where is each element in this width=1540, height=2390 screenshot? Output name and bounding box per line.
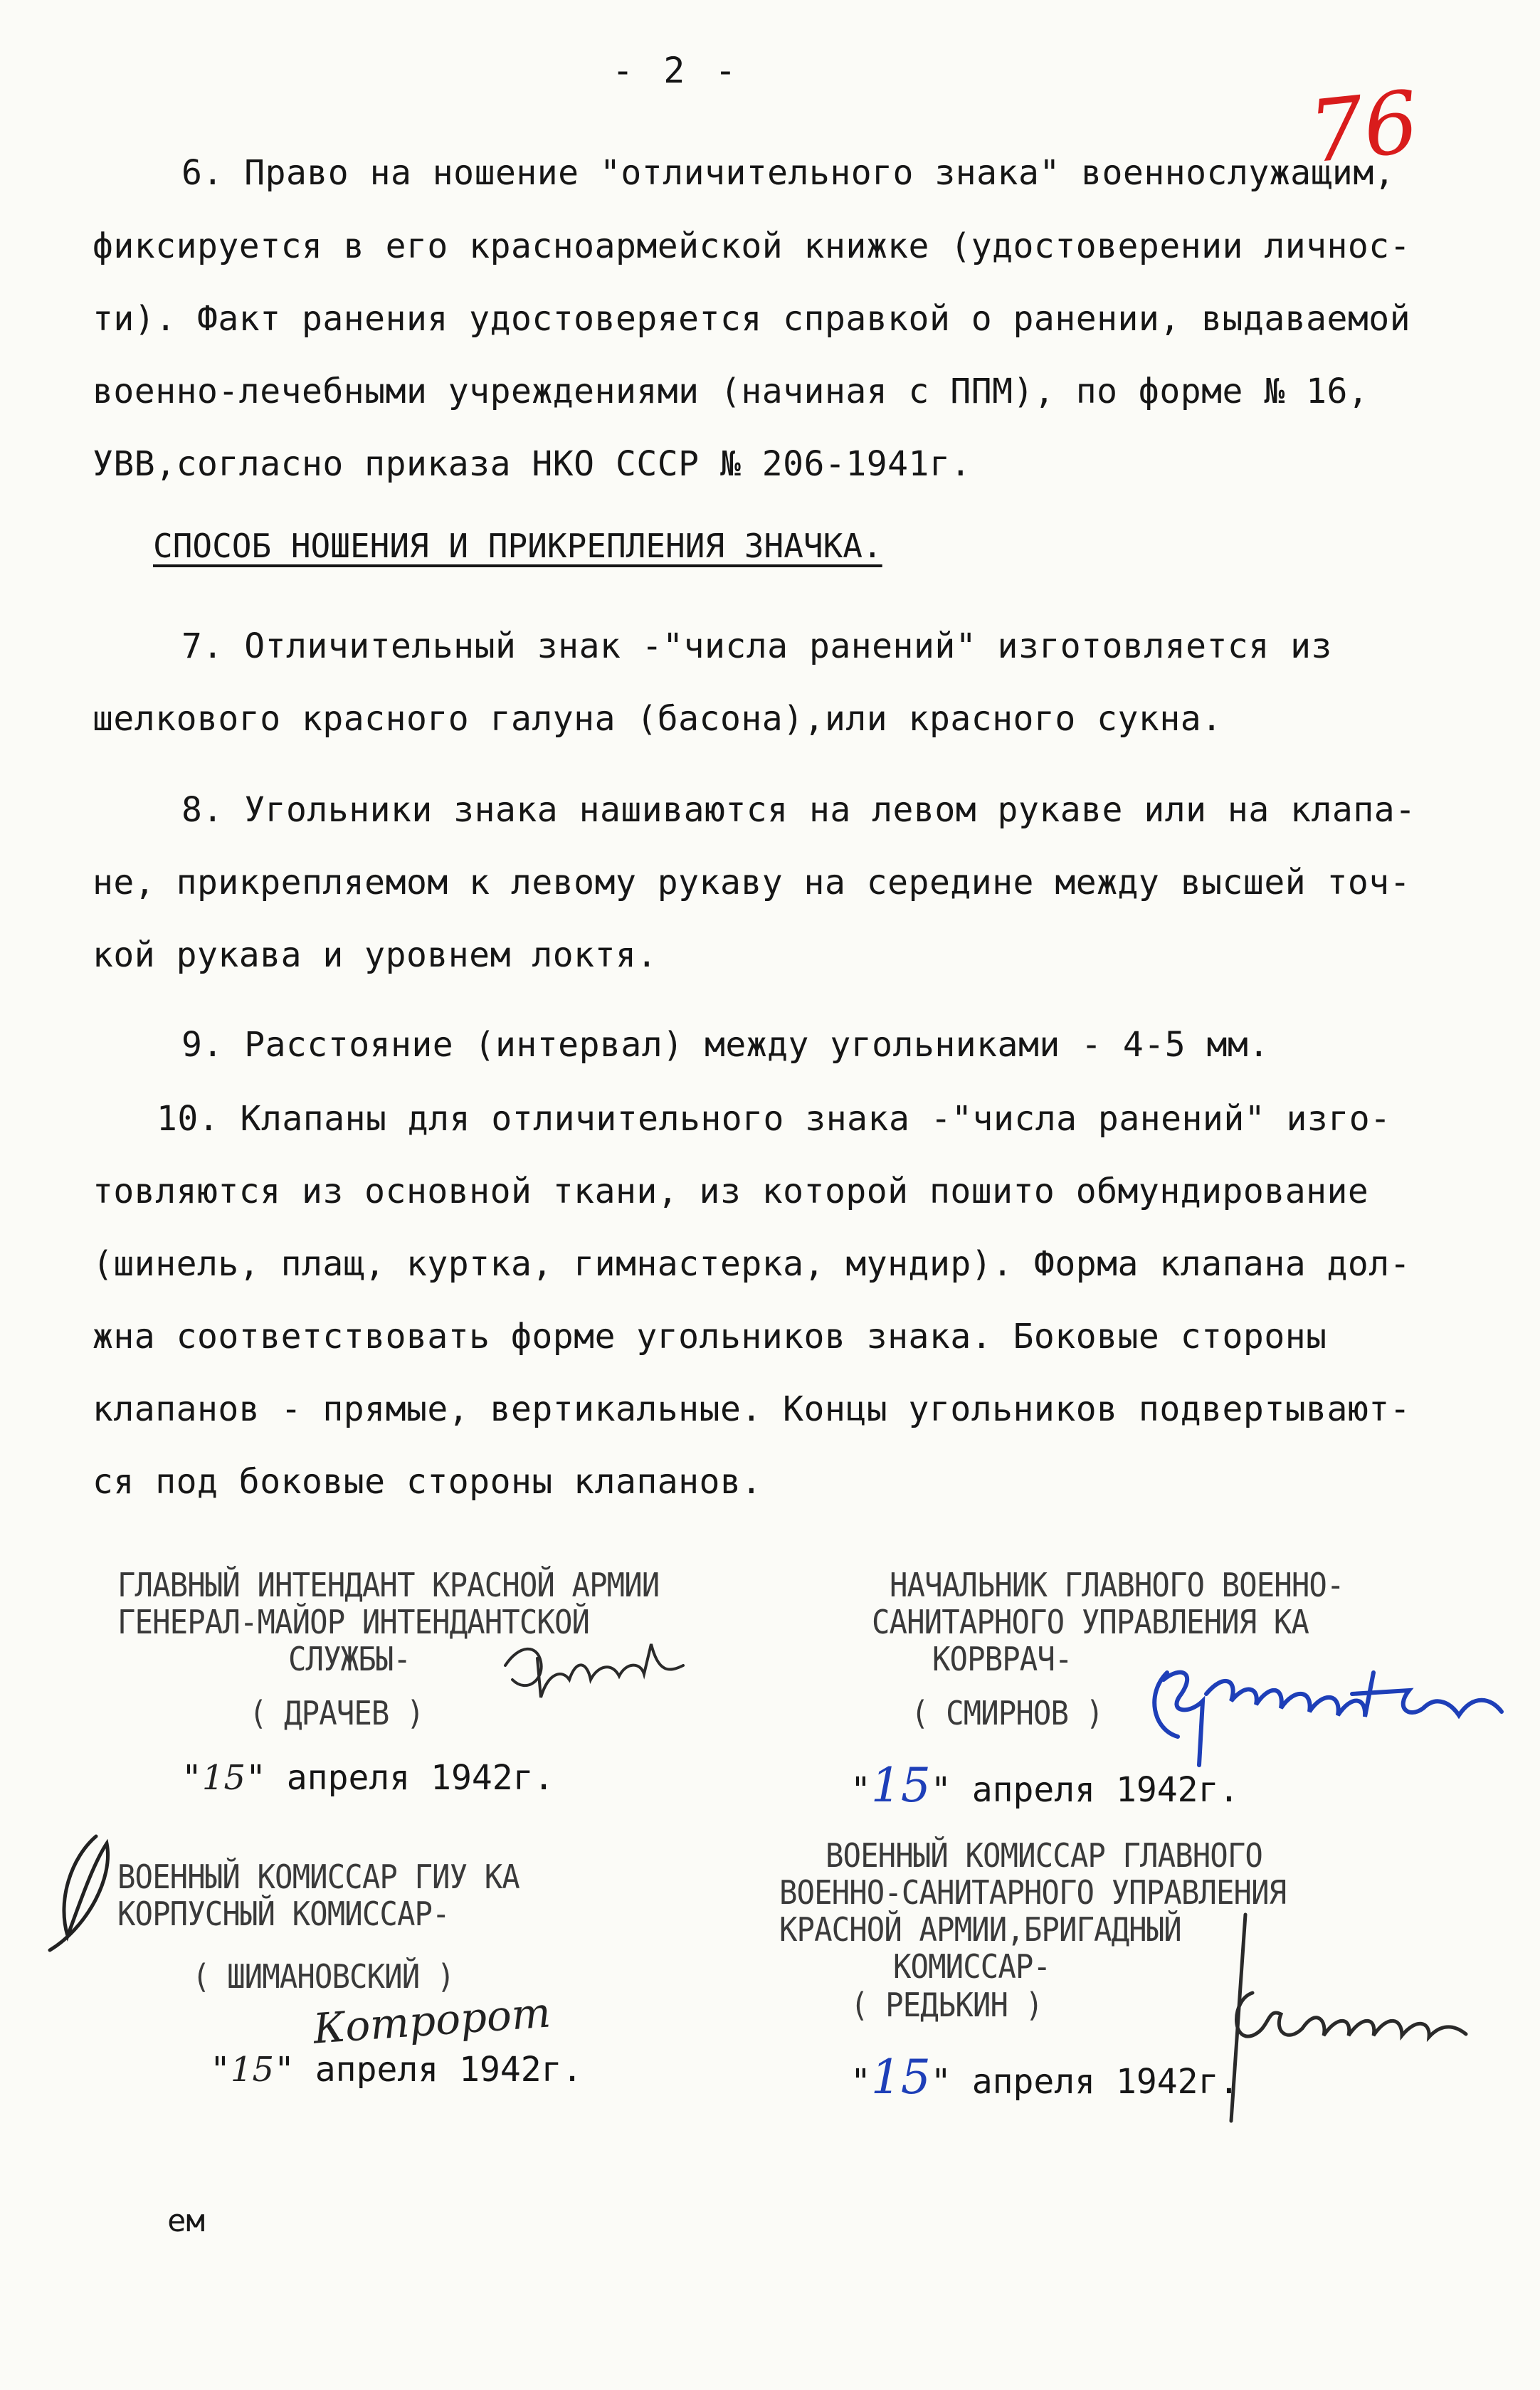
handwritten-signature-drachev: [498, 1630, 690, 1708]
handwritten-day: 15: [201, 1758, 246, 1798]
signature-date: "15" апреля 1942г.: [850, 1758, 1240, 1813]
paragraph-10-line-5: клапанов - прямые, вертикальные. Концы угольников подвертывают-: [93, 1389, 1411, 1429]
signature-title-line: САНИТАРНОГО УПРАВЛЕНИЯ КА: [872, 1603, 1309, 1641]
typist-initials: ем: [167, 2203, 205, 2239]
paragraph-10-line-1: 10. Клапаны для отличительного знака -"числа ранений" изго-: [157, 1099, 1391, 1139]
signature-title-line: ГЕНЕРАЛ-МАЙОР ИНТЕНДАНТСКОЙ: [117, 1603, 590, 1641]
handwritten-day: 15: [230, 2050, 274, 2090]
signature-title-line: ВОЕННЫЙ КОМИССАР ГИУ КА: [117, 1858, 520, 1896]
handwritten-signature-redkin: [1203, 1907, 1502, 2135]
date-text: апреля 1942г.: [286, 1758, 554, 1798]
signature-title-line: НАЧАЛЬНИК ГЛАВНОГО ВОЕННО-: [890, 1566, 1344, 1604]
paragraph-6-line-3: ти). Факт ранения удостоверяется справкой о ранении, выдаваемой: [93, 299, 1411, 339]
signatory-name: ( СМИРНОВ ): [911, 1694, 1104, 1732]
handwritten-day: 15: [870, 2050, 931, 2105]
paragraph-8-line-1: 8. Угольники знака нашиваются на левом рукаве или на клапа-: [181, 790, 1416, 830]
signature-title-line: КОРВРАЧ-: [932, 1640, 1072, 1678]
archive-number: 76: [1304, 73, 1423, 183]
paragraph-6-line-1: 6. Право на ношение "отличительного знака" военнослужащим,: [181, 153, 1396, 193]
date-text: апреля 1942г.: [971, 2062, 1240, 2102]
signatory-name: ( ДРАЧЕВ ): [249, 1694, 424, 1732]
paragraph-7-line-2: шелкового красного галуна (басона),или красного сукна.: [93, 699, 1223, 739]
handwritten-signature-smirnov: [1139, 1651, 1509, 1772]
paragraph-8-line-3: кой рукава и уровнем локтя.: [93, 935, 658, 975]
page-number: - 2 -: [612, 50, 741, 91]
handwritten-day: 15: [870, 1758, 931, 1813]
signature-title-line: ВОЕННО-САНИТАРНОГО УПРАВЛЕНИЯ: [779, 1873, 1287, 1912]
handwritten-signature-shimanovsky: Котророт: [312, 1988, 552, 2053]
paragraph-8-line-2: не, прикрепляемом к левому рукаву на середине между высшей точ-: [93, 863, 1411, 902]
signature-date: "15" апреля 1942г.: [210, 2050, 583, 2090]
paragraph-6-line-5: УВВ,согласно приказа НКО СССР № 206-1941г.: [93, 444, 971, 484]
signatory-name: ( РЕДЬКИН ): [850, 1986, 1043, 2024]
paragraph-10-line-2: товляются из основной ткани, из которой пошито обмундирование: [93, 1172, 1369, 1211]
signature-title-line: СЛУЖБЫ-: [288, 1640, 411, 1678]
signatory-name: ( ШИМАНОВСКИЙ ): [192, 1957, 455, 1996]
date-text: апреля 1942г.: [315, 2050, 583, 2090]
signature-date: "15" апреля 1942г.: [181, 1758, 554, 1798]
paragraph-7-line-1: 7. Отличительный знак -"числа ранений" изготовляется из: [181, 626, 1332, 666]
signature-title-line: КОРПУСНЫЙ КОМИССАР-: [117, 1895, 450, 1933]
paragraph-10-line-4: жна соответствовать форме угольников знака. Боковые стороны: [93, 1317, 1327, 1357]
signature-title-line: КОМИССАР-: [893, 1947, 1051, 1986]
paragraph-10-line-3: (шинель, плащ, куртка, гимнастерка, мундир). Форма клапана дол-: [93, 1244, 1411, 1284]
paragraph-9-line-1: 9. Расстояние (интервал) между угольниками - 4-5 мм.: [181, 1025, 1270, 1065]
date-text: апреля 1942г.: [971, 1770, 1240, 1810]
paragraph-10-line-6: ся под боковые стороны клапанов.: [93, 1462, 762, 1502]
paragraph-6-line-4: военно-лечебными учреждениями (начиная с ППМ), по форме № 16,: [93, 372, 1369, 411]
signature-title-line: ВОЕННЫЙ КОМИССАР ГЛАВНОГО: [826, 1836, 1262, 1875]
section-heading: СПОСОБ НОШЕНИЯ И ПРИКРЕПЛЕНИЯ ЗНАЧКА.: [153, 527, 882, 565]
signature-date: "15" апреля 1942г.: [850, 2050, 1240, 2105]
signature-title-line: ГЛАВНЫЙ ИНТЕНДАНТ КРАСНОЙ АРМИИ: [117, 1566, 660, 1604]
paragraph-6-line-2: фиксируется в его красноармейской книжке (удостоверении личнос-: [93, 226, 1411, 266]
signature-title-line: КРАСНОЙ АРМИИ,БРИГАДНЫЙ: [779, 1910, 1181, 1949]
handwritten-mark: [28, 1822, 128, 1957]
